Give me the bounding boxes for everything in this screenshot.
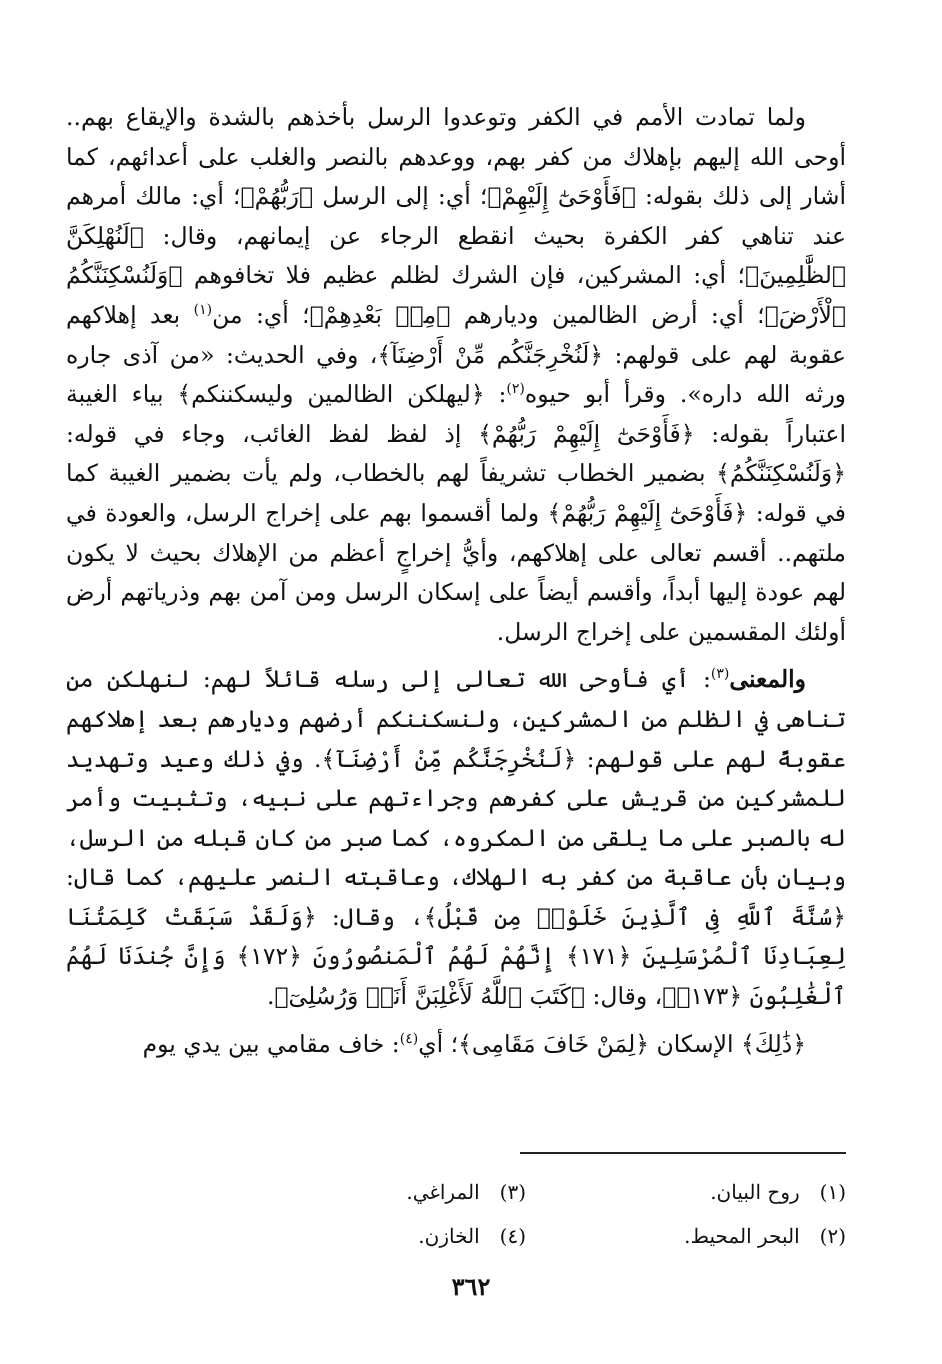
paragraph — [66, 660, 846, 1016]
footnote-item — [526, 1170, 846, 1214]
text-segment: ﴿سُنَّةَ ٱللَّهِ فِى ٱلَّذِينَ خَلَوْا۟ مِن قَبْلُ﴾ — [423, 902, 846, 931]
text-segment: . — [266, 982, 275, 1011]
text-segment: ﴿وَلَقَدْ سَبَقَتْ كَلِمَتُنَا لِعِبَادِنَا ٱلْمُرْسَلِينَ ﴿١٧١﴾ إِنَّهُمْ لَهُمُ ٱلْمَنصُورُونَ ﴿١٧٢﴾ وَإِنَّ جُندَنَا لَهُمُ ٱلْغَٰلِبُونَ ﴿١٧٣﴾﴾ — [66, 902, 847, 1011]
footnotes — [66, 1170, 846, 1258]
paragraph — [66, 1025, 846, 1065]
text-segment: بياء الغيبة اعتباراً بقوله: — [66, 380, 846, 448]
text-segment: إذ لفظ لفظ الغائب، وجاء في قوله: — [66, 419, 479, 448]
footnote-number: (٣) — [499, 1180, 526, 1204]
footnote-item — [206, 1170, 526, 1214]
page-number: ٣٦٢ — [451, 1272, 491, 1301]
footnote-number: (٢) — [819, 1224, 846, 1248]
text-segment: ﴿ليهلكن الظالمين وليسكننكم﴾ — [177, 380, 485, 409]
footnote-ref: (٤) — [399, 1030, 419, 1047]
text-segment: ﴿فَأَوْحَىٰٓ إِلَيْهِمْ رَبُّهُمْ﴾ — [547, 498, 748, 527]
footnote-text: الخازن. — [418, 1224, 480, 1248]
text-segment: بعد إهلاكهم عقوبة لهم على قولهم: — [66, 300, 847, 369]
footnote-divider — [520, 1152, 846, 1154]
text-segment: ولما تمادت الأمم في الكفر وتوعدوا الرسل بأخذهم بالشدة والإيقاع بهم.. أوحى الله إليهم بإهلاك من كفر بهم، ووعدهم بالنصر والغلب على أعدائهم، كما أشار إلى ذلك بقوله: — [66, 103, 846, 211]
text-segment: . وفي ذلك وعيد وتهديد للمشركين من قريش على كفرهم وجراءتهم على نبيه، وتثبيت وأمر له بالصبر على ما يلقى من المكروه، كما صبر من كان قبله من الرسل، وبيان بأن عاقبة من كفر به الهلاك، وعاقبته النصر عليهم، كما قال: — [66, 744, 846, 892]
text-segment: ﴿فَأَوْحَىٰٓ إِلَيْهِمْ رَبُّهُمْ﴾ — [478, 419, 695, 448]
footnote-ref: (٣) — [710, 666, 730, 683]
text-segment: ؛ أي: مالك أمرهم عند تناهي كفر الكفرة بحيث انقطع الرجاء عن إيمانهم، وقال: — [66, 182, 846, 250]
text-segment: ، وفي الحديث: «من آذى جاره ورثه الله داره». وقرأ أبو حيوه — [66, 340, 847, 409]
text-segment: ؛ أي — [418, 1029, 459, 1058]
text-segment: ، وقال: — [316, 902, 424, 931]
footnote-text: روح البيان. — [710, 1180, 800, 1204]
footnote-text: المراغي. — [406, 1180, 480, 1204]
text-segment: ﴿مِنۢ بَعْدِهِمْ﴾ — [309, 300, 451, 329]
text-segment: ، وقال: — [585, 982, 663, 1011]
footnote-number: (١) — [819, 1180, 846, 1204]
footnote-row — [66, 1170, 846, 1214]
text-segment: والمعنى — [729, 665, 806, 694]
text-segment: ؛ أي: من — [212, 300, 310, 329]
text-segment: : أي فأوحى الله تعالى إلى رسله قائلاً لهم: لنهلكن من تناهى في الظلم من المشركين، ولنسكننكم أرضهم وديارهم بعد إهلاكهم عقوبةً لهم على قولهم: — [66, 665, 846, 773]
footnote-item — [526, 1214, 846, 1258]
text-segment: ؛ أي: إلى الرسل — [313, 182, 488, 211]
paragraph — [66, 98, 846, 652]
text-segment: ﴿كَتَبَ ٱللَّهُ لَأَغْلِبَنَّ أَنَا۠ وَرُسُلِىٓ﴾ — [274, 982, 585, 1011]
text-segment: ﴿رَبُّهُمْ﴾ — [240, 182, 314, 211]
text-segment: ﴿لَنُهْلِكَنَّ ٱلظَّٰلِمِينَ﴾ — [66, 221, 846, 290]
footnote-ref: (٢) — [506, 381, 525, 398]
text-segment: : — [484, 380, 507, 409]
footnote-text: البحر المحيط. — [684, 1224, 800, 1248]
footnote-number: (٤) — [499, 1224, 526, 1248]
text-segment: ولما أقسموا بهم على إخراج الرسل، والعودة في ملتهم.. أقسم تعالى على إهلاكهم، وأيُّ إخراجٍ أعظم من الإهلاك بحيث لا يكون لهم عودة إليها أبداً، وأقسم أيضاً على إسكان الرسل ومن آمن بهم وذرياتهم أرض أولئك المقسمين على إخراج الرسل. — [66, 498, 846, 646]
footnote-item — [206, 1214, 526, 1258]
text-segment: ﴿وَلَنُسْكِنَنَّكُمُ﴾ — [716, 459, 846, 488]
footnote-ref: (١) — [193, 302, 213, 319]
text-segment: ﴿فَأَوْحَىٰٓ إِلَيْهِمْ﴾ — [487, 182, 636, 211]
main-text — [66, 98, 846, 1064]
text-segment: ﴿لِمَنْ خَافَ مَقَامِى﴾ — [458, 1029, 650, 1058]
footnote-row — [66, 1214, 846, 1258]
text-segment: : خاف مقامي بين يدي يوم — [142, 1029, 400, 1058]
text-segment: الإسكان — [649, 1029, 742, 1058]
text-segment: ﴿وَلَنُسْكِنَنَّكُمُ ٱلْأَرْضَ﴾ — [66, 261, 846, 329]
text-segment: ﴿لَنُخْرِجَنَّكُم مِّنْ أَرْضِنَآ﴾ — [377, 340, 604, 369]
text-segment: ؛ أي: أرض الظالمين وديارهم — [450, 300, 765, 329]
text-segment: ﴿ذَٰلِكَ﴾ — [741, 1029, 806, 1058]
text-segment: بضمير الخطاب تشريفاً لهم بالخطاب، ولم يأت بضمير الغيبة كما في قوله: — [66, 459, 847, 527]
text-segment: ؛ أي: المشركين، فإن الشرك لظلم عظيم فلا تخافوهم — [182, 261, 745, 290]
text-segment: ﴿لَنُخْرِجَنَّكُم مِّنْ أَرْضِنَآ﴾ — [321, 744, 577, 773]
